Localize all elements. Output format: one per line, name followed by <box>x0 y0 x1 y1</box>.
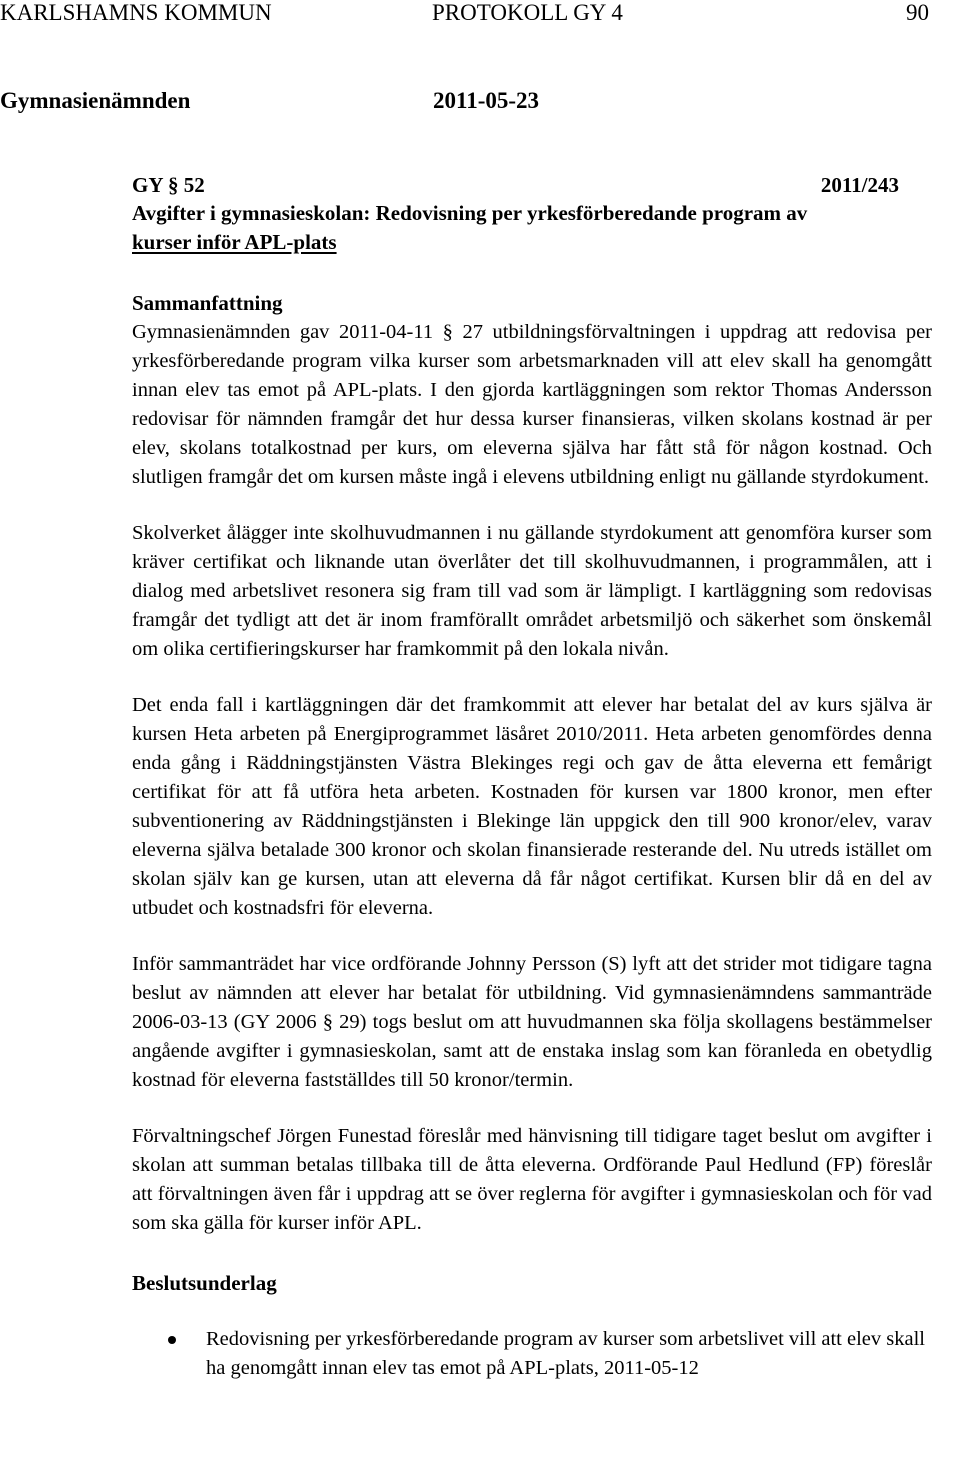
case-id: GY § 52 <box>132 173 205 197</box>
basis-item-text: Redovisning per yrkesförberedande program av kurser som arbetslivet vill att elev skall ha genomgått innan elev tas emot på APL-plats, 2011-05-12 <box>206 1328 925 1379</box>
paragraph-4: Inför sammanträdet har vice ordförande Johnny Persson (S) lyft att det strider mot tidigare tagna beslut av nämnden att elever har betalat för utbildning. Vid gymnasienämndens sammanträde 2006-03-13 (GY 2006 § 29) togs beslut om att huvudmannen ska följa skollagens bestämmelser angående avgifter i gymnasieskolan, samt att de enstaka inslag som kan föranleda en obetydlig kostnad för eleverna fastställdes till 50 kronor/termin. <box>132 953 932 1091</box>
paragraph-3: Det enda fall i kartläggningen där det framkommit att elever har betalat del av kurs själva är kursen Heta arbeten på Energiprogrammet läsåret 2010/2011. Heta arbeten genomfördes denna enda gång i Räddningstjänsten Västra Blekinges regi och gav de åtta eleverna ett femårigt certifikat för att få utföra heta arbeten. Kostnaden för kursen var 1800 kronor, men efter subventionering av Räddningstjänsten i Blekinge län uppgick den till 900 kronor/elev, varav eleverna själva betalade 300 kronor och skolan finansierade resterande del. Nu utreds istället om skolan själv kan ge kursen, utan att eleverna då får något certifikat. Kursen blir då en del av utbudet och kostnadsfri för eleverna. <box>132 694 932 919</box>
body-name: Gymnasienämnden <box>0 88 191 113</box>
paragraph-1: Gymnasienämnden gav 2011-04-11 § 27 utbildningsförvaltningen i uppdrag att redovisa per yrkesförberedande program vilka kurser som arbetsmarknaden vill att elev skall ha genomgått innan elev tas emot på APL-plats. I den gjorda kartläggningen som rektor Thomas Andersson redovisar för nämnden framgår det hur dessa kurser finansieras, vilken skolans kostnad är per elev, skolans totalkostnad per kurs, om eleverna själva har fått stå för någon kostnad. Och slutligen framgår det om kursen måste ingå i elevens utbildning enligt nu gällande styrdokument. <box>132 321 932 488</box>
list-item <box>132 1325 932 1383</box>
meeting-date: 2011-05-23 <box>433 88 540 113</box>
organization-name: KARLSHAMNS KOMMUN <box>0 0 272 25</box>
case-dnr: 2011/243 <box>820 173 899 197</box>
bullet-icon <box>168 1336 176 1344</box>
page-number: 90 <box>906 0 929 25</box>
paragraph-5: Förvaltningschef Jörgen Funestad föreslår med hänvisning till tidigare taget beslut om avgifter i skolan att summan betalas tillbaka till de åtta eleverna. Ordförande Paul Hedlund (FP) föreslår att förvaltningen även får i uppdrag att se över reglerna för avgifter i gymnasieskolan och för vad som ska gälla för kurser inför APL. <box>132 1125 932 1234</box>
case-header <box>132 171 899 199</box>
basis-list <box>132 1325 932 1383</box>
case-title-line-1: Avgifter i gymnasieskolan: Redovisning per yrkesförberedande program av <box>132 201 808 225</box>
protocol-label: PROTOKOLL GY 4 <box>432 0 623 25</box>
paragraph-2: Skolverket ålägger inte skolhuvudmannen i nu gällande styrdokument att genomföra kurser som kräver certifikat och liknande utan överlåter det till skolhuvudmannen, i programmålen, att i dialog med arbetslivet resonera sig fram till vad som är lämpligt. I kartläggning som redovisas framgår det tydligt att det är inom framförallt området arbetsmiljö och säkerhet som önskemål om olika certifieringskurser har framkommit på den lokala nivån. <box>132 522 932 660</box>
case-title-line-2: kurser inför APL-plats <box>132 230 337 254</box>
case-content <box>132 171 932 1383</box>
basis-heading: Beslutsunderlag <box>132 1271 277 1295</box>
summary-heading: Sammanfattning <box>132 291 283 315</box>
